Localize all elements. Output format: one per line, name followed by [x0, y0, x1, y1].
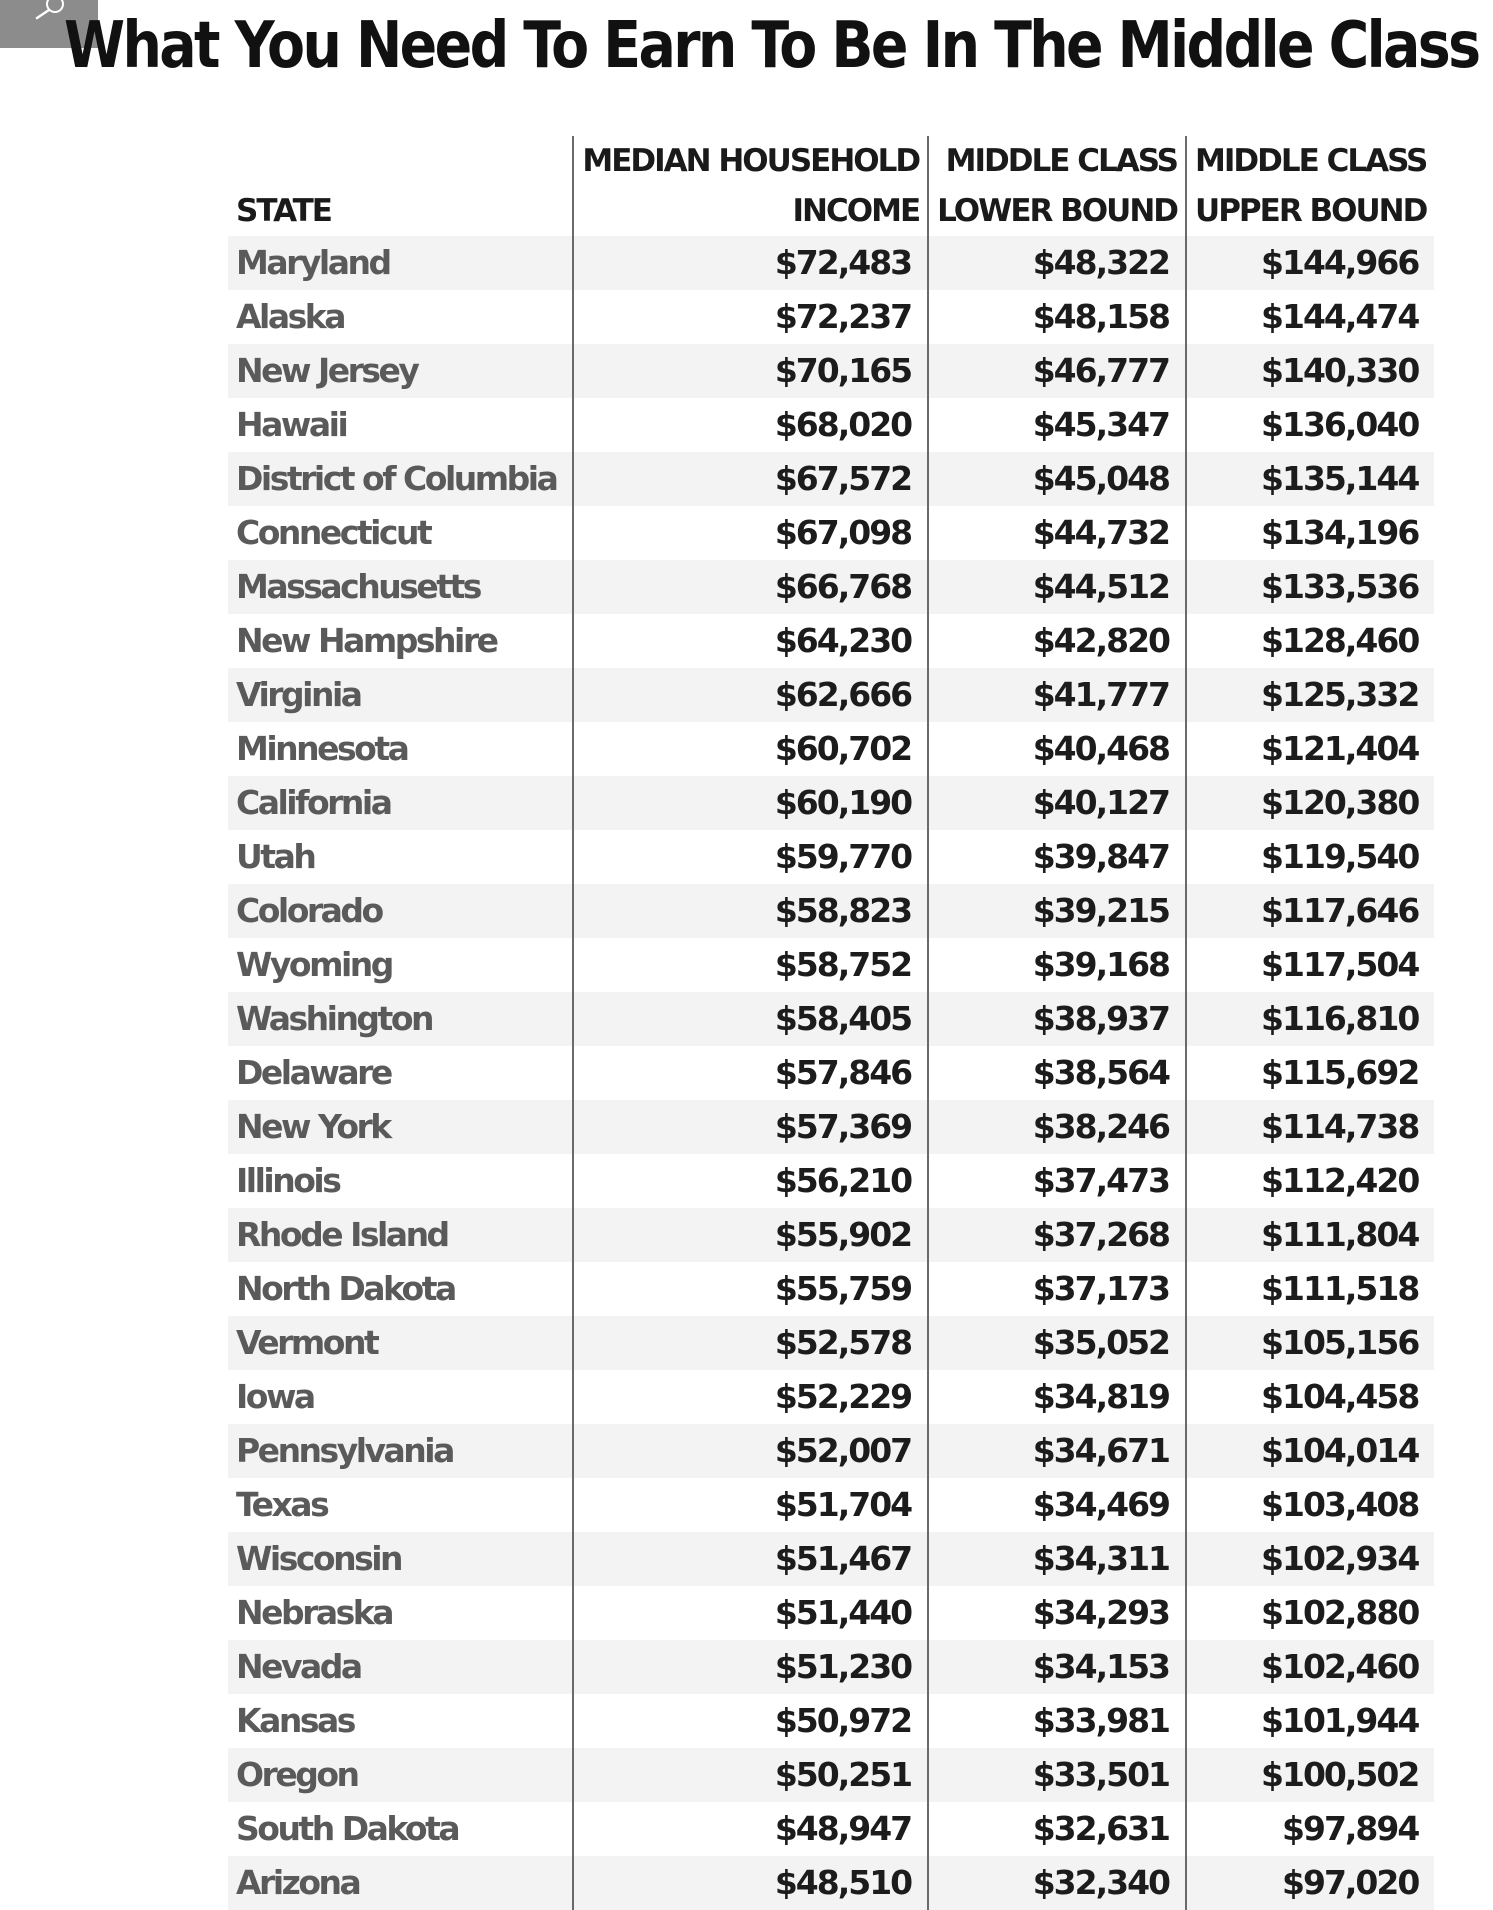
- header-median-line1: MEDIAN HOUSEHOLD: [573, 136, 928, 186]
- state-cell: Washington: [228, 992, 573, 1046]
- state-cell: Nevada: [228, 1640, 573, 1694]
- median-income-cell: $51,467: [573, 1532, 928, 1586]
- state-cell: Arizona: [228, 1856, 573, 1910]
- median-income-cell: $52,229: [573, 1370, 928, 1424]
- median-income-cell: $55,902: [573, 1208, 928, 1262]
- lower-bound-cell: $45,048: [928, 452, 1186, 506]
- magnifier-icon: [29, 0, 69, 22]
- lower-bound-cell: $37,173: [928, 1262, 1186, 1316]
- table-row: [228, 614, 1434, 668]
- table-row: [228, 560, 1434, 614]
- median-income-cell: $64,230: [573, 614, 928, 668]
- upper-bound-cell: $112,420: [1186, 1154, 1434, 1208]
- median-income-cell: $57,369: [573, 1100, 928, 1154]
- table-row: [228, 1802, 1434, 1856]
- median-income-cell: $67,098: [573, 506, 928, 560]
- median-income-cell: $72,483: [573, 236, 928, 290]
- table-row: [228, 992, 1434, 1046]
- upper-bound-cell: $117,504: [1186, 938, 1434, 992]
- lower-bound-cell: $32,631: [928, 1802, 1186, 1856]
- lower-bound-cell: $37,473: [928, 1154, 1186, 1208]
- state-cell: Wisconsin: [228, 1532, 573, 1586]
- table-row: [228, 830, 1434, 884]
- table-row: [228, 236, 1434, 290]
- median-income-cell: $59,770: [573, 830, 928, 884]
- lower-bound-cell: $39,168: [928, 938, 1186, 992]
- income-table: [228, 136, 1434, 1910]
- lower-bound-cell: $40,468: [928, 722, 1186, 776]
- header-upper-line1: MIDDLE CLASS: [1186, 136, 1434, 186]
- header-lower-line2: LOWER BOUND: [928, 186, 1186, 236]
- header-blank: [228, 136, 573, 186]
- upper-bound-cell: $102,934: [1186, 1532, 1434, 1586]
- lower-bound-cell: $35,052: [928, 1316, 1186, 1370]
- upper-bound-cell: $100,502: [1186, 1748, 1434, 1802]
- upper-bound-cell: $144,474: [1186, 290, 1434, 344]
- table-row: [228, 722, 1434, 776]
- table-row: [228, 1154, 1434, 1208]
- table-row: [228, 398, 1434, 452]
- state-cell: Maryland: [228, 236, 573, 290]
- state-cell: Kansas: [228, 1694, 573, 1748]
- header-row-top: [228, 136, 1434, 186]
- upper-bound-cell: $105,156: [1186, 1316, 1434, 1370]
- median-income-cell: $68,020: [573, 398, 928, 452]
- table-row: [228, 938, 1434, 992]
- upper-bound-cell: $136,040: [1186, 398, 1434, 452]
- lower-bound-cell: $40,127: [928, 776, 1186, 830]
- state-cell: Nebraska: [228, 1586, 573, 1640]
- upper-bound-cell: $125,332: [1186, 668, 1434, 722]
- table-body: [228, 236, 1434, 1910]
- lower-bound-cell: $44,732: [928, 506, 1186, 560]
- median-income-cell: $67,572: [573, 452, 928, 506]
- state-cell: New Jersey: [228, 344, 573, 398]
- table-row: [228, 452, 1434, 506]
- median-income-cell: $50,251: [573, 1748, 928, 1802]
- state-cell: Massachusetts: [228, 560, 573, 614]
- upper-bound-cell: $103,408: [1186, 1478, 1434, 1532]
- table-row: [228, 1640, 1434, 1694]
- lower-bound-cell: $34,293: [928, 1586, 1186, 1640]
- upper-bound-cell: $104,458: [1186, 1370, 1434, 1424]
- median-income-cell: $57,846: [573, 1046, 928, 1100]
- upper-bound-cell: $97,020: [1186, 1856, 1434, 1910]
- table-row: [228, 1856, 1434, 1910]
- lower-bound-cell: $45,347: [928, 398, 1186, 452]
- median-income-cell: $70,165: [573, 344, 928, 398]
- lower-bound-cell: $32,340: [928, 1856, 1186, 1910]
- median-income-cell: $52,578: [573, 1316, 928, 1370]
- state-cell: Colorado: [228, 884, 573, 938]
- median-income-cell: $48,947: [573, 1802, 928, 1856]
- upper-bound-cell: $144,966: [1186, 236, 1434, 290]
- state-cell: Utah: [228, 830, 573, 884]
- upper-bound-cell: $97,894: [1186, 1802, 1434, 1856]
- table-row: [228, 1532, 1434, 1586]
- lower-bound-cell: $34,671: [928, 1424, 1186, 1478]
- state-cell: Oregon: [228, 1748, 573, 1802]
- upper-bound-cell: $134,196: [1186, 506, 1434, 560]
- header-lower-line1: MIDDLE CLASS: [928, 136, 1186, 186]
- header-median-line2: INCOME: [573, 186, 928, 236]
- median-income-cell: $62,666: [573, 668, 928, 722]
- median-income-cell: $58,752: [573, 938, 928, 992]
- lower-bound-cell: $38,937: [928, 992, 1186, 1046]
- upper-bound-cell: $111,518: [1186, 1262, 1434, 1316]
- upper-bound-cell: $101,944: [1186, 1694, 1434, 1748]
- lower-bound-cell: $46,777: [928, 344, 1186, 398]
- table-row: [228, 1370, 1434, 1424]
- state-cell: Hawaii: [228, 398, 573, 452]
- state-cell: South Dakota: [228, 1802, 573, 1856]
- lower-bound-cell: $34,469: [928, 1478, 1186, 1532]
- income-table-container: [228, 136, 1434, 1910]
- table-row: [228, 506, 1434, 560]
- table-row: [228, 1262, 1434, 1316]
- state-cell: Illinois: [228, 1154, 573, 1208]
- lower-bound-cell: $37,268: [928, 1208, 1186, 1262]
- state-cell: Connecticut: [228, 506, 573, 560]
- median-income-cell: $60,702: [573, 722, 928, 776]
- state-cell: Minnesota: [228, 722, 573, 776]
- median-income-cell: $66,768: [573, 560, 928, 614]
- table-row: [228, 776, 1434, 830]
- state-cell: District of Columbia: [228, 452, 573, 506]
- state-cell: California: [228, 776, 573, 830]
- median-income-cell: $56,210: [573, 1154, 928, 1208]
- header-state: STATE: [236, 193, 331, 229]
- upper-bound-cell: $140,330: [1186, 344, 1434, 398]
- lower-bound-cell: $44,512: [928, 560, 1186, 614]
- upper-bound-cell: $116,810: [1186, 992, 1434, 1046]
- median-income-cell: $58,405: [573, 992, 928, 1046]
- upper-bound-cell: $102,460: [1186, 1640, 1434, 1694]
- median-income-cell: $51,230: [573, 1640, 928, 1694]
- state-cell: Iowa: [228, 1370, 573, 1424]
- upper-bound-cell: $121,404: [1186, 722, 1434, 776]
- state-cell: Alaska: [228, 290, 573, 344]
- state-cell: Vermont: [228, 1316, 573, 1370]
- upper-bound-cell: $128,460: [1186, 614, 1434, 668]
- median-income-cell: $60,190: [573, 776, 928, 830]
- page-title: What You Need To Earn To Be In The Middle Class: [64, 9, 1479, 83]
- upper-bound-cell: $135,144: [1186, 452, 1434, 506]
- lower-bound-cell: $48,158: [928, 290, 1186, 344]
- lower-bound-cell: $39,847: [928, 830, 1186, 884]
- upper-bound-cell: $111,804: [1186, 1208, 1434, 1262]
- table-row: [228, 1424, 1434, 1478]
- state-cell: Wyoming: [228, 938, 573, 992]
- table-row: [228, 1694, 1434, 1748]
- upper-bound-cell: $117,646: [1186, 884, 1434, 938]
- median-income-cell: $58,823: [573, 884, 928, 938]
- state-cell: North Dakota: [228, 1262, 573, 1316]
- table-row: [228, 1046, 1434, 1100]
- lower-bound-cell: $34,819: [928, 1370, 1186, 1424]
- median-income-cell: $72,237: [573, 290, 928, 344]
- upper-bound-cell: $114,738: [1186, 1100, 1434, 1154]
- lower-bound-cell: $33,981: [928, 1694, 1186, 1748]
- upper-bound-cell: $120,380: [1186, 776, 1434, 830]
- table-row: [228, 1316, 1434, 1370]
- table-row: [228, 884, 1434, 938]
- upper-bound-cell: $115,692: [1186, 1046, 1434, 1100]
- lower-bound-cell: $48,322: [928, 236, 1186, 290]
- state-cell: Pennsylvania: [228, 1424, 573, 1478]
- lower-bound-cell: $39,215: [928, 884, 1186, 938]
- state-cell: Delaware: [228, 1046, 573, 1100]
- median-income-cell: $52,007: [573, 1424, 928, 1478]
- upper-bound-cell: $133,536: [1186, 560, 1434, 614]
- header-row-bottom: [228, 186, 1434, 236]
- median-income-cell: $51,440: [573, 1586, 928, 1640]
- median-income-cell: $51,704: [573, 1478, 928, 1532]
- table-row: [228, 1586, 1434, 1640]
- lower-bound-cell: $33,501: [928, 1748, 1186, 1802]
- table-row: [228, 668, 1434, 722]
- state-cell: New York: [228, 1100, 573, 1154]
- table-row: [228, 1100, 1434, 1154]
- lower-bound-cell: $34,311: [928, 1532, 1186, 1586]
- lower-bound-cell: $42,820: [928, 614, 1186, 668]
- state-cell: Texas: [228, 1478, 573, 1532]
- median-income-cell: $55,759: [573, 1262, 928, 1316]
- table-row: [228, 1208, 1434, 1262]
- lower-bound-cell: $38,246: [928, 1100, 1186, 1154]
- upper-bound-cell: $102,880: [1186, 1586, 1434, 1640]
- upper-bound-cell: $119,540: [1186, 830, 1434, 884]
- median-income-cell: $48,510: [573, 1856, 928, 1910]
- state-cell: Virginia: [228, 668, 573, 722]
- upper-bound-cell: $104,014: [1186, 1424, 1434, 1478]
- table-row: [228, 290, 1434, 344]
- table-row: [228, 1748, 1434, 1802]
- state-cell: New Hampshire: [228, 614, 573, 668]
- lower-bound-cell: $41,777: [928, 668, 1186, 722]
- header-upper-line2: UPPER BOUND: [1186, 186, 1434, 236]
- median-income-cell: $50,972: [573, 1694, 928, 1748]
- lower-bound-cell: $38,564: [928, 1046, 1186, 1100]
- state-cell: Rhode Island: [228, 1208, 573, 1262]
- table-header: [228, 136, 1434, 236]
- table-row: [228, 1478, 1434, 1532]
- table-row: [228, 344, 1434, 398]
- lower-bound-cell: $34,153: [928, 1640, 1186, 1694]
